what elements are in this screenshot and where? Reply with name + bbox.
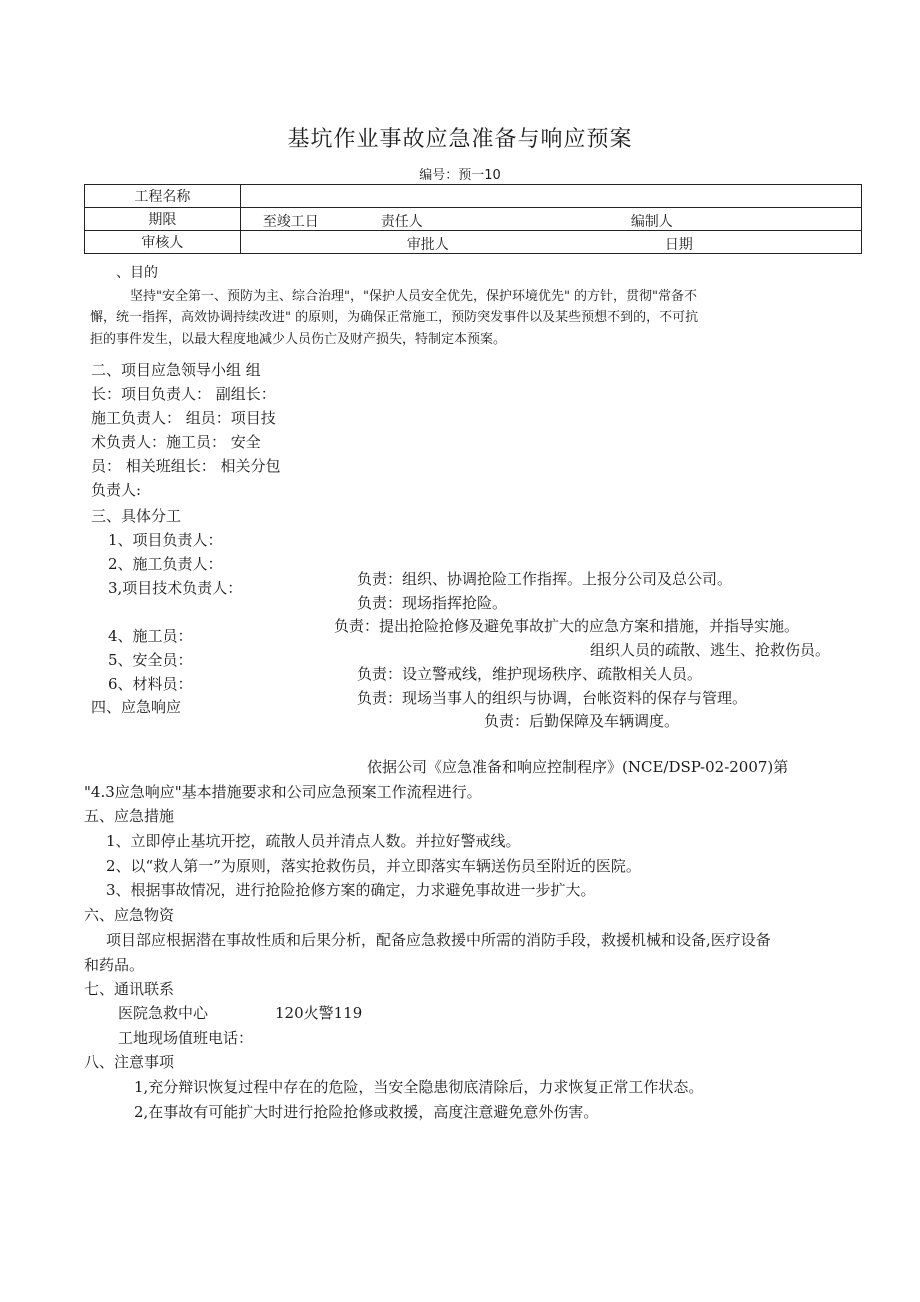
section-2-line-1: 二、项目应急领导小组 组 [91,361,261,379]
note-item: 1,充分辩识恢复过程中存在的危险，当安全隐患彻底清除后，力求恢复正常工作状态。 [134,1078,704,1096]
duty-item: 负责：提出抢险抢修及避免事故扩大的应急方案和措施，并指导实施。 [334,617,800,635]
section-1-line-2: 懈，统一指挥，高效协调持续改进" 的原则，为确保正常施工，预防突发事件以及某些预想不到的，不可抗 [90,310,699,325]
period-value: 至竣工日 [262,214,319,230]
date-label: 日期 [664,237,693,253]
measure-item: 2、以“救人第一”为原则，落实抢救伤员，并立即落实车辆送伤员至附近的医院。 [106,857,641,875]
section-2-line-3: 施工负责人： 组员：项目技 [91,409,276,427]
approver-label: 审批人 [406,237,449,253]
section-4-line-1: 依据公司《应急准备和响应控制程序》(NCE/DSP-02-2007)第 [367,758,789,776]
section-5-heading: 五、应急措施 [84,807,175,825]
section-6-heading: 六、应急物资 [84,906,175,924]
period-row-cell [240,208,861,231]
table-row [85,185,862,208]
note-item: 2,在事故有可能扩大时进行抢险抢修或救援，高度注意避免意外伤害。 [134,1103,599,1121]
measure-item: 3、根据事故情况，进行抢险抢修方案的确定，力求避免事故进一步扩大。 [106,881,596,899]
info-table [84,184,862,254]
duty-item: 负责：后勤保障及车辆调度。 [484,712,680,730]
duty-item: 组织人员的疏散、逃生、抢救伤员。 [590,641,831,659]
role-item: 2、施工负责人： [108,555,223,573]
role-item: 4、施工员： [108,627,193,645]
project-name-value [240,185,861,208]
section-2-line-5: 员： 相关班组长： 相关分包 [91,457,281,475]
role-item: 5、安全员： [108,651,193,669]
measure-item: 1、立即停止基坑开挖，疏散人员并清点人数。并拉好警戒线。 [106,832,521,850]
section-8-heading: 八、注意事项 [84,1053,175,1071]
approval-row-cell [240,231,861,254]
role-item: 1、项目负责人： [108,531,223,549]
role-item: 6、材料员： [108,675,193,693]
section-2-line-6: 负责人: [91,481,142,499]
section-2-line-4: 术负责人：施工员： 安全 [91,433,261,451]
responsible-label: 责任人 [380,214,423,230]
compiler-label: 编制人 [630,214,673,230]
section-6-line-2: 和药品。 [84,956,145,974]
table-row [85,208,862,231]
section-1-heading: 、目的 [116,265,158,281]
section-7-heading: 七、通讯联系 [84,980,175,998]
section-4-line-2: "4.3应急响应"基本措施要求和公司应急预案工作流程进行。 [84,783,482,801]
section-2-line-2: 长：项目负责人： 副组长： [91,385,276,403]
section-1-line-1: 坚持"安全第一、预防为主、综合治理"，"保护人员安全优先，保护环境优先" 的方针，贯彻"常备不 [130,289,698,304]
hospital-label: 医院急救中心 [118,1004,209,1022]
page-title: 基坑作业事故应急准备与响应预案 [287,127,633,152]
reviewer-label: 审核人 [85,231,241,254]
section-3-heading: 三、具体分工 [91,507,182,525]
section-6-line-1: 项目部应根据潜在事故性质和后果分析，配备应急救援中所需的消防手段，救援机械和设备,医疗设备 [106,931,771,949]
emergency-numbers: 120火警119 [275,1004,363,1022]
role-item: 3,项目技术负责人： [108,579,243,597]
section-4-heading: 四、应急响应 [91,698,182,716]
project-name-label: 工程名称 [85,185,241,208]
duty-item: 负责：现场指挥抢险。 [357,594,508,612]
section-1-line-3: 拒的事件发生，以最大程度地减少人员伤亡及财产损失，特制定本预案。 [90,332,507,347]
duty-phone: 工地现场值班电话： [118,1029,254,1047]
table-row [85,231,862,254]
duty-item: 负责：设立警戒线，维护现场秩序、疏散相关人员。 [357,665,703,683]
document-number: 编号：预一10 [419,168,501,183]
duty-item: 负责：现场当事人的组织与协调，台帐资料的保存与管理。 [357,689,748,707]
period-label: 期限 [85,208,241,231]
duty-item: 负责：组织、协调抢险工作指挥。上报分公司及总公司。 [357,570,733,588]
